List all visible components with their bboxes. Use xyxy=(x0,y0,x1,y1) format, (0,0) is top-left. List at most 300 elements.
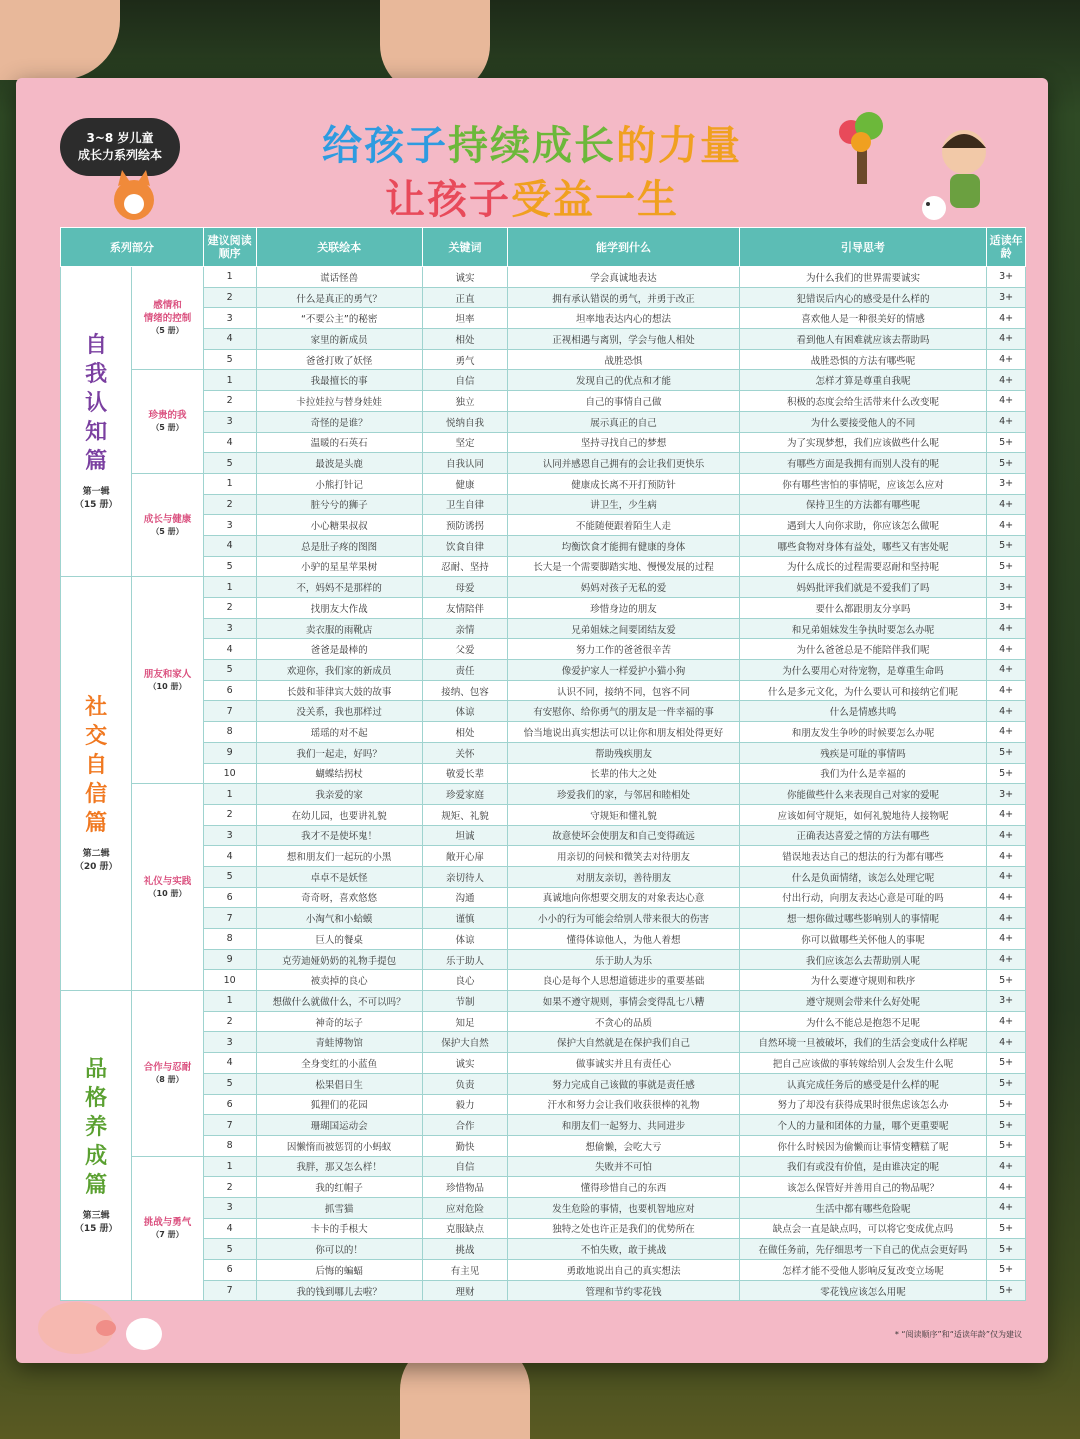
age-cell: 4+ xyxy=(987,308,1026,329)
keyword-cell: 规矩、礼貌 xyxy=(422,804,508,825)
guide-cell: 什么是情感共鸣 xyxy=(739,701,987,722)
table-row xyxy=(61,991,1026,1012)
keyword-cell: 知足 xyxy=(422,1011,508,1032)
learn-cell: 小小的行为可能会给别人带来很大的伤害 xyxy=(508,908,739,929)
age-cell: 4+ xyxy=(987,618,1026,639)
section-title-char: 交 xyxy=(85,724,108,750)
subsection-title: 情绪的控制 xyxy=(143,313,192,325)
keyword-cell: 母爱 xyxy=(422,577,508,598)
guide-cell: 怎样才能不受他人影响反复改变立场呢 xyxy=(739,1260,987,1281)
order-cell: 7 xyxy=(203,908,256,929)
section-volume: 第三辑 xyxy=(82,1211,110,1222)
guide-cell: 你能做些什么来表现自己对家的爱呢 xyxy=(739,784,987,805)
learn-cell: 长辈的伟大之处 xyxy=(508,763,739,784)
age-cell: 4+ xyxy=(987,639,1026,660)
age-cell: 5+ xyxy=(987,556,1026,577)
learn-cell: 守规矩和懂礼貌 xyxy=(508,804,739,825)
table-row xyxy=(61,701,1026,722)
keyword-cell: 亲情 xyxy=(422,618,508,639)
book-cell: 卓卓不是妖怪 xyxy=(256,866,422,887)
order-cell: 2 xyxy=(203,287,256,308)
table-row xyxy=(61,349,1026,370)
table-row xyxy=(61,329,1026,350)
table-row xyxy=(61,949,1026,970)
learn-cell: 努力工作的爸爸很辛苦 xyxy=(508,639,739,660)
book-cell: 最波是头鹿 xyxy=(256,453,422,474)
book-cell: 小熊打针记 xyxy=(256,473,422,494)
age-cell: 4+ xyxy=(987,887,1026,908)
guide-cell: 个人的力量和团体的力量，哪个更重要呢 xyxy=(739,1115,987,1136)
guide-cell: 看到他人有困难就应该去帮助吗 xyxy=(739,329,987,350)
order-cell: 6 xyxy=(203,887,256,908)
age-cell: 5+ xyxy=(987,742,1026,763)
subsection-title: 感情和 xyxy=(153,300,182,312)
subsection-count: （5 册） xyxy=(151,526,184,536)
table-row xyxy=(61,1094,1026,1115)
book-cell: 脏兮兮的狮子 xyxy=(256,494,422,515)
age-cell: 4+ xyxy=(987,866,1026,887)
table-row xyxy=(61,722,1026,743)
section-title-char: 成 xyxy=(85,1144,108,1170)
table-row xyxy=(61,473,1026,494)
keyword-cell: 独立 xyxy=(422,391,508,412)
age-cell: 3+ xyxy=(987,784,1026,805)
order-cell: 3 xyxy=(203,411,256,432)
guide-cell: 哪些食物对身体有益处，哪些又有害处呢 xyxy=(739,535,987,556)
book-cell: 奇怪的是谁？ xyxy=(256,411,422,432)
subsection-cell xyxy=(132,370,203,473)
keyword-cell: 体谅 xyxy=(422,929,508,950)
section-title-char: 篇 xyxy=(85,1173,108,1199)
guide-cell: 要什么都跟朋友分享吗 xyxy=(739,598,987,619)
sub-title xyxy=(16,168,1048,225)
header-book: 关联绘本 xyxy=(256,228,422,267)
keyword-cell: 诚实 xyxy=(422,1053,508,1074)
subsection-cell xyxy=(132,784,203,991)
keyword-cell: 负责 xyxy=(422,1073,508,1094)
book-cell: 家里的新成员 xyxy=(256,329,422,350)
subsection-count: （5 册） xyxy=(151,326,184,336)
order-cell: 8 xyxy=(203,1135,256,1156)
learn-cell: 坚持寻找自己的梦想 xyxy=(508,432,739,453)
age-cell: 4+ xyxy=(987,329,1026,350)
guide-cell: 遇到大人向你求助，你应该怎么做呢 xyxy=(739,515,987,536)
learn-cell: 像爱护家人一样爱护小猫小狗 xyxy=(508,660,739,681)
guide-cell: 认真完成任务后的感受是什么样的呢 xyxy=(739,1073,987,1094)
poster xyxy=(16,78,1048,1363)
table-row xyxy=(61,618,1026,639)
guide-cell: 缺点会一直是缺点吗，可以将它变成优点吗 xyxy=(739,1218,987,1239)
section-title-char: 信 xyxy=(85,782,108,808)
guide-cell: 为什么我们的世界需要诚实 xyxy=(739,267,987,288)
guide-cell: 积极的态度会给生活带来什么改变呢 xyxy=(739,391,987,412)
keyword-cell: 接纳、包容 xyxy=(422,680,508,701)
learn-cell: 恰当地说出真实想法可以让你和朋友相处得更好 xyxy=(508,722,739,743)
girl-illustration xyxy=(906,118,1016,228)
keyword-cell: 卫生自律 xyxy=(422,494,508,515)
subsection-cell xyxy=(132,991,203,1157)
table-row xyxy=(61,1218,1026,1239)
learn-cell: 勇敢地说出自己的真实想法 xyxy=(508,1260,739,1281)
book-cell: 温暖的石英石 xyxy=(256,432,422,453)
keyword-cell: 应对危险 xyxy=(422,1197,508,1218)
guide-cell: 努力了却没有获得成果时很焦虑该怎么办 xyxy=(739,1094,987,1115)
section-title xyxy=(63,693,129,838)
guide-cell: 你有哪些害怕的事情呢，应该怎么应对 xyxy=(739,473,987,494)
guide-cell: 和朋友发生争吵的时候要怎么办呢 xyxy=(739,722,987,743)
age-cell: 4+ xyxy=(987,949,1026,970)
keyword-cell: 亲切待人 xyxy=(422,866,508,887)
keyword-cell: 坚定 xyxy=(422,432,508,453)
book-cell: 卖衣服的雨靴店 xyxy=(256,618,422,639)
learn-cell: 均衡饮食才能拥有健康的身体 xyxy=(508,535,739,556)
order-cell: 5 xyxy=(203,453,256,474)
age-cell: 5+ xyxy=(987,1135,1026,1156)
learn-cell: 展示真正的自己 xyxy=(508,411,739,432)
book-cell: 后悔的蝙蝠 xyxy=(256,1260,422,1281)
subsection-cell xyxy=(132,473,203,576)
guide-cell: 保持卫生的方法都有哪些呢 xyxy=(739,494,987,515)
guide-cell: 为什么不能总是抱怨不足呢 xyxy=(739,1011,987,1032)
guide-cell: 零花钱应该怎么用呢 xyxy=(739,1280,987,1301)
age-cell: 4+ xyxy=(987,722,1026,743)
guide-cell: 有哪些方面是我拥有而别人没有的呢 xyxy=(739,453,987,474)
keyword-cell: 毅力 xyxy=(422,1094,508,1115)
table-row xyxy=(61,887,1026,908)
keyword-cell: 节制 xyxy=(422,991,508,1012)
order-cell: 2 xyxy=(203,494,256,515)
subsection-title: 合作与忍耐 xyxy=(143,1061,192,1073)
order-cell: 4 xyxy=(203,1053,256,1074)
age-cell: 5+ xyxy=(987,1260,1026,1281)
header-guide: 引导思考 xyxy=(739,228,987,267)
age-cell: 3+ xyxy=(987,287,1026,308)
learn-cell: 拥有承认错误的勇气，并勇于改正 xyxy=(508,287,739,308)
age-cell: 4+ xyxy=(987,660,1026,681)
age-cell: 4+ xyxy=(987,411,1026,432)
book-cell: 想做什么就做什么，不可以吗？ xyxy=(256,991,422,1012)
table-header-row xyxy=(61,228,1026,267)
book-cell: 谎话怪兽 xyxy=(256,267,422,288)
guide-cell: 战胜恐惧的方法有哪些呢 xyxy=(739,349,987,370)
age-cell: 4+ xyxy=(987,1032,1026,1053)
guide-cell: 喜欢他人是一种很美好的情感 xyxy=(739,308,987,329)
book-cell: 巨人的餐桌 xyxy=(256,929,422,950)
book-cell: 小心糖果叔叔 xyxy=(256,515,422,536)
book-cell: 奇奇呀，喜欢悠悠 xyxy=(256,887,422,908)
table-row xyxy=(61,846,1026,867)
title-part3: 的力量 xyxy=(616,123,742,169)
book-cell: 找朋友大作战 xyxy=(256,598,422,619)
table-row xyxy=(61,453,1026,474)
table-row xyxy=(61,556,1026,577)
order-cell: 1 xyxy=(203,267,256,288)
table-row xyxy=(61,742,1026,763)
book-cell: 克劳迪娅奶奶的礼物手提包 xyxy=(256,949,422,970)
learn-cell: 如果不遵守规则，事情会变得乱七八糟 xyxy=(508,991,739,1012)
table-row xyxy=(61,308,1026,329)
table-row xyxy=(61,970,1026,991)
keyword-cell: 敬爱长辈 xyxy=(422,763,508,784)
learn-cell: 故意使坏会使朋友和自己变得疏远 xyxy=(508,825,739,846)
age-cell: 5+ xyxy=(987,432,1026,453)
title-part2: 持续成长 xyxy=(448,123,616,169)
book-cell: 瑶瑶的对不起 xyxy=(256,722,422,743)
guide-cell: 你什么时候因为偷懒而让事情变糟糕了呢 xyxy=(739,1135,987,1156)
learn-cell: 努力完成自己该做的事就是责任感 xyxy=(508,1073,739,1094)
table-row xyxy=(61,391,1026,412)
age-cell: 4+ xyxy=(987,494,1026,515)
section-cell xyxy=(61,267,132,577)
order-cell: 2 xyxy=(203,598,256,619)
age-cell: 4+ xyxy=(987,1197,1026,1218)
order-cell: 2 xyxy=(203,804,256,825)
table-row xyxy=(61,535,1026,556)
order-cell: 6 xyxy=(203,680,256,701)
section-title-char: 社 xyxy=(85,695,108,721)
book-cell: 卡拉娃拉与替身娃娃 xyxy=(256,391,422,412)
book-cell: “不要公主”的秘密 xyxy=(256,308,422,329)
learn-cell: 和朋友们一起努力、共同进步 xyxy=(508,1115,739,1136)
keyword-cell: 克服缺点 xyxy=(422,1218,508,1239)
table-row xyxy=(61,804,1026,825)
learn-cell: 有安慰你、给你勇气的朋友是一件幸福的事 xyxy=(508,701,739,722)
book-cell: 我最擅长的事 xyxy=(256,370,422,391)
order-cell: 4 xyxy=(203,432,256,453)
section-title xyxy=(63,1055,129,1200)
section-cell xyxy=(61,577,132,991)
keyword-cell: 珍惜物品 xyxy=(422,1177,508,1198)
section-count: （15 册） xyxy=(74,500,118,511)
header-keyword: 关键词 xyxy=(422,228,508,267)
section-volume: 第一辑 xyxy=(82,487,110,498)
section-title-char: 品 xyxy=(85,1057,108,1083)
order-cell: 2 xyxy=(203,391,256,412)
learn-cell: 长大是一个需要脚踏实地、慢慢发展的过程 xyxy=(508,556,739,577)
learn-cell: 独特之处也许正是我们的优势所在 xyxy=(508,1218,739,1239)
learn-cell: 汗水和努力会让我们收获很棒的礼物 xyxy=(508,1094,739,1115)
keyword-cell: 预防诱拐 xyxy=(422,515,508,536)
guide-cell: 正确表达喜爱之情的方法有哪些 xyxy=(739,825,987,846)
header-learn: 能学到什么 xyxy=(508,228,739,267)
keyword-cell: 保护大自然 xyxy=(422,1032,508,1053)
table-row xyxy=(61,1177,1026,1198)
book-cell: 狐狸们的花园 xyxy=(256,1094,422,1115)
keyword-cell: 友情陪伴 xyxy=(422,598,508,619)
age-cell: 5+ xyxy=(987,1053,1026,1074)
age-cell: 4+ xyxy=(987,1177,1026,1198)
learn-cell: 珍爱我们的家，与邻居和睦相处 xyxy=(508,784,739,805)
learn-cell: 坦率地表达内心的想法 xyxy=(508,308,739,329)
guide-cell: 遵守规则会带来什么好处呢 xyxy=(739,991,987,1012)
book-cell: 我的钱到哪儿去啦？ xyxy=(256,1280,422,1301)
section-title-char: 格 xyxy=(85,1086,108,1112)
section-title-char: 篇 xyxy=(85,811,108,837)
book-cell: 被卖掉的良心 xyxy=(256,970,422,991)
order-cell: 10 xyxy=(203,763,256,784)
table-row xyxy=(61,1011,1026,1032)
keyword-cell: 关怀 xyxy=(422,742,508,763)
section-title-char: 篇 xyxy=(85,449,108,475)
learn-cell: 认同并感恩自己拥有的会让我们更快乐 xyxy=(508,453,739,474)
order-cell: 3 xyxy=(203,1197,256,1218)
order-cell: 5 xyxy=(203,349,256,370)
guide-cell: 怎样才算是尊重自我呢 xyxy=(739,370,987,391)
header-age: 适读年龄 xyxy=(987,228,1026,267)
age-cell: 5+ xyxy=(987,1239,1026,1260)
subsection-count: （8 册） xyxy=(151,1074,184,1084)
guide-cell: 在做任务前，先仔细思考一下自己的优点会更好吗 xyxy=(739,1239,987,1260)
book-cell: 珊瑚国运动会 xyxy=(256,1115,422,1136)
learn-cell: 讲卫生，少生病 xyxy=(508,494,739,515)
learn-cell: 兄弟姐妹之间要团结友爱 xyxy=(508,618,739,639)
subsection-count: （10 册） xyxy=(148,888,187,898)
keyword-cell: 自信 xyxy=(422,1156,508,1177)
age-cell: 4+ xyxy=(987,349,1026,370)
age-cell: 4+ xyxy=(987,804,1026,825)
table-row xyxy=(61,680,1026,701)
table-row xyxy=(61,1239,1026,1260)
guide-cell: 为什么成长的过程需要忍耐和坚持呢 xyxy=(739,556,987,577)
learn-cell: 乐于助人为乐 xyxy=(508,949,739,970)
table-row xyxy=(61,908,1026,929)
age-cell: 4+ xyxy=(987,1156,1026,1177)
learn-cell: 发现自己的优点和才能 xyxy=(508,370,739,391)
guide-cell: 为什么要接受他人的不同 xyxy=(739,411,987,432)
order-cell: 2 xyxy=(203,1011,256,1032)
book-cell: 全身变红的小蓝鱼 xyxy=(256,1053,422,1074)
keyword-cell: 悦纳自我 xyxy=(422,411,508,432)
order-cell: 9 xyxy=(203,949,256,970)
table-row xyxy=(61,1156,1026,1177)
section-title-char: 自 xyxy=(85,753,108,779)
section-title-char: 自 xyxy=(85,333,108,359)
guide-cell: 该怎么保管好并善用自己的物品呢？ xyxy=(739,1177,987,1198)
age-cell: 3+ xyxy=(987,577,1026,598)
learn-cell: 良心是每个人思想道德进步的重要基础 xyxy=(508,970,739,991)
learn-cell: 妈妈对孩子无私的爱 xyxy=(508,577,739,598)
order-cell: 6 xyxy=(203,1260,256,1281)
order-cell: 4 xyxy=(203,1218,256,1239)
age-cell: 4+ xyxy=(987,370,1026,391)
table-row xyxy=(61,267,1026,288)
section-cell xyxy=(61,991,132,1301)
keyword-cell: 自信 xyxy=(422,370,508,391)
learn-cell: 失败并不可怕 xyxy=(508,1156,739,1177)
age-cell: 5+ xyxy=(987,1280,1026,1301)
order-cell: 5 xyxy=(203,660,256,681)
learn-cell: 认识不同，接纳不同，包容不同 xyxy=(508,680,739,701)
order-cell: 9 xyxy=(203,742,256,763)
guide-cell: 想一想你做过哪些影响别人的事情呢 xyxy=(739,908,987,929)
guide-cell: 应该如何守规矩，如何礼貌地待人接物呢 xyxy=(739,804,987,825)
guide-cell: 犯错误后内心的感受是什么样的 xyxy=(739,287,987,308)
table-row xyxy=(61,370,1026,391)
table-body xyxy=(61,267,1026,1301)
order-cell: 1 xyxy=(203,784,256,805)
keyword-cell: 坦率 xyxy=(422,308,508,329)
keyword-cell: 忍耐、坚持 xyxy=(422,556,508,577)
section-title-char: 知 xyxy=(85,420,108,446)
learn-cell: 不贪心的品质 xyxy=(508,1011,739,1032)
learn-cell: 学会真诚地表达 xyxy=(508,267,739,288)
table-row xyxy=(61,287,1026,308)
age-cell: 4+ xyxy=(987,1011,1026,1032)
guide-cell: 为什么要用心对待宠物，是尊重生命吗 xyxy=(739,660,987,681)
tree-illustration xyxy=(831,106,891,186)
order-cell: 3 xyxy=(203,308,256,329)
age-cell: 5+ xyxy=(987,1115,1026,1136)
section-volume: 第二辑 xyxy=(82,849,110,860)
book-cell: 什么是真正的勇气？ xyxy=(256,287,422,308)
book-cell: 因懒惰而被惩罚的小蚂蚁 xyxy=(256,1135,422,1156)
order-cell: 10 xyxy=(203,970,256,991)
learn-cell: 自己的事情自己做 xyxy=(508,391,739,412)
guide-cell: 为了实现梦想，我们应该做些什么呢 xyxy=(739,432,987,453)
book-cell: 小淘气和小蛤蟆 xyxy=(256,908,422,929)
age-cell: 5+ xyxy=(987,1094,1026,1115)
keyword-cell: 勤快 xyxy=(422,1135,508,1156)
guide-cell: 自然环境一旦被破坏，我们的生活会变成什么样呢 xyxy=(739,1032,987,1053)
table-row xyxy=(61,515,1026,536)
order-cell: 1 xyxy=(203,473,256,494)
learn-cell: 真诚地向你想要交朋友的对象表达心意 xyxy=(508,887,739,908)
title-part1: 给孩子 xyxy=(322,123,448,169)
order-cell: 4 xyxy=(203,535,256,556)
table-row xyxy=(61,1053,1026,1074)
keyword-cell: 正直 xyxy=(422,287,508,308)
age-cell: 4+ xyxy=(987,515,1026,536)
book-cell: 神奇的坛子 xyxy=(256,1011,422,1032)
order-cell: 5 xyxy=(203,1073,256,1094)
age-cell: 4+ xyxy=(987,825,1026,846)
order-cell: 4 xyxy=(203,329,256,350)
subsection-title: 珍贵的我 xyxy=(148,410,187,422)
table-row xyxy=(61,1197,1026,1218)
section-title xyxy=(63,331,129,476)
table-row xyxy=(61,866,1026,887)
table-row xyxy=(61,825,1026,846)
section-count: （20 册） xyxy=(74,862,118,873)
table-row xyxy=(61,1073,1026,1094)
guide-cell: 我们应该怎么去帮助别人呢 xyxy=(739,949,987,970)
order-cell: 1 xyxy=(203,577,256,598)
table-row xyxy=(61,639,1026,660)
table-row xyxy=(61,1260,1026,1281)
keyword-cell: 坦诚 xyxy=(422,825,508,846)
keyword-cell: 良心 xyxy=(422,970,508,991)
guide-cell: 把自己应该做的事转嫁给别人会发生什么呢 xyxy=(739,1053,987,1074)
book-cell: 爸爸是最棒的 xyxy=(256,639,422,660)
header-order: 建议阅读顺序 xyxy=(203,228,256,267)
learn-cell: 管理和节约零花钱 xyxy=(508,1280,739,1301)
order-cell: 8 xyxy=(203,722,256,743)
order-cell: 1 xyxy=(203,370,256,391)
guide-cell: 生活中都有哪些危险呢 xyxy=(739,1197,987,1218)
order-cell: 5 xyxy=(203,866,256,887)
table-row xyxy=(61,929,1026,950)
book-cell: 总是肚子疼的图图 xyxy=(256,535,422,556)
table-row xyxy=(61,763,1026,784)
keyword-cell: 父爱 xyxy=(422,639,508,660)
subsection-count: （10 册） xyxy=(148,681,187,691)
keyword-cell: 挑战 xyxy=(422,1239,508,1260)
guide-cell: 付出行动，向朋友表达心意是可耻的吗 xyxy=(739,887,987,908)
subsection-title: 朋友和家人 xyxy=(143,668,192,680)
section-title-char: 养 xyxy=(85,1115,108,1141)
keyword-cell: 体谅 xyxy=(422,701,508,722)
keyword-cell: 合作 xyxy=(422,1115,508,1136)
